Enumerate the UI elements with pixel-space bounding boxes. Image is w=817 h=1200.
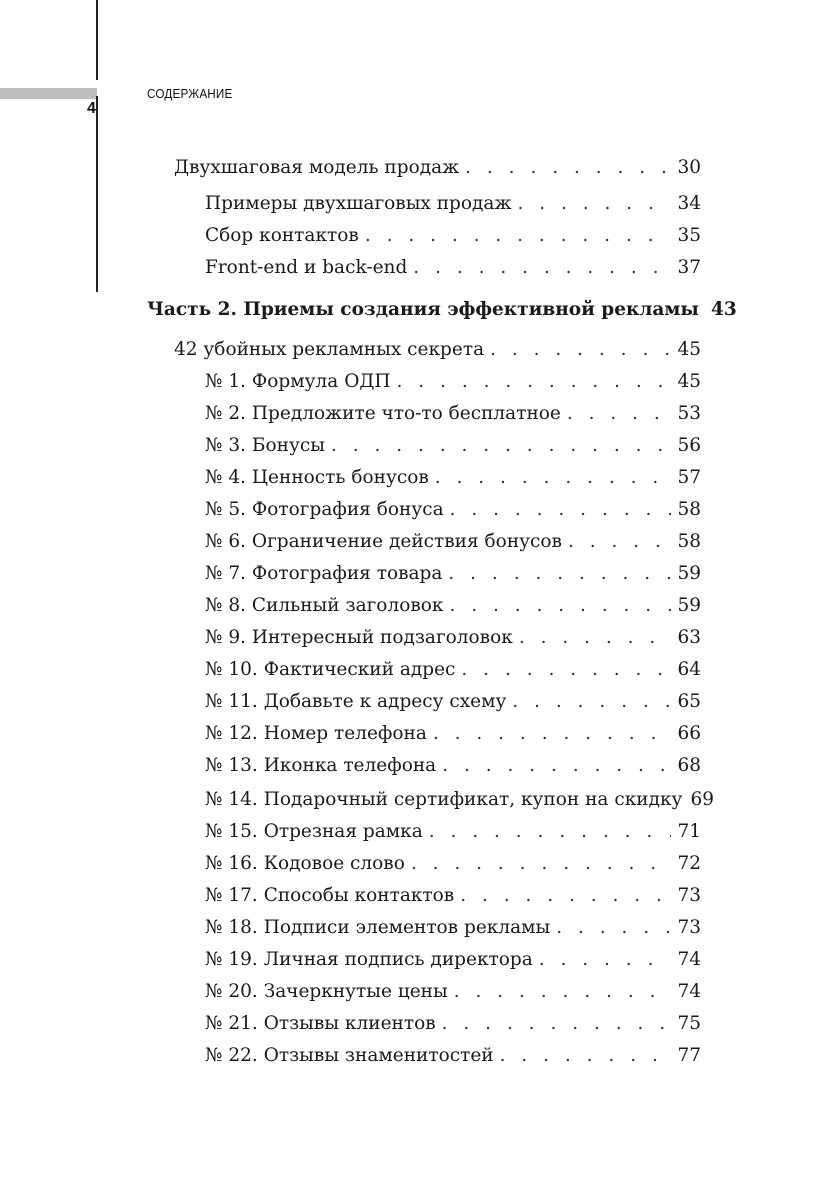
- toc-entry-title: № 22. Отзывы знаменитостей: [205, 1045, 494, 1066]
- toc-entry-page: 72: [677, 853, 701, 874]
- toc-entry-title: Часть 2. Приемы создания эффективной рекламы: [147, 299, 699, 320]
- toc-entry-title: № 14. Подарочный сертификат, купон на скидку: [205, 789, 683, 810]
- toc-entry: [205, 949, 701, 971]
- toc-entry: [205, 563, 701, 585]
- dot-leader: [433, 723, 672, 745]
- dot-leader: [331, 435, 672, 457]
- toc-entry: [205, 225, 701, 247]
- toc-entry-page: 57: [677, 467, 701, 488]
- toc-entry: [174, 339, 701, 361]
- toc-entry-page: 34: [677, 193, 701, 214]
- dot-leader: [460, 885, 671, 907]
- dot-leader: [429, 821, 672, 843]
- toc-entry-title: № 6. Ограничение действия бонусов: [205, 531, 562, 552]
- toc-entry: [205, 853, 701, 875]
- toc-entry: [205, 821, 701, 843]
- toc-entry: [205, 755, 701, 777]
- toc-entry-title: № 21. Отзывы клиентов: [205, 1013, 436, 1034]
- toc-entry-page: 45: [677, 339, 701, 360]
- toc-entry-title: № 5. Фотография бонуса: [205, 499, 444, 520]
- toc-entry-title: № 10. Фактический адрес: [205, 659, 456, 680]
- dot-leader: [461, 659, 671, 681]
- dot-leader: [449, 595, 671, 617]
- dot-leader: [448, 563, 671, 585]
- dot-leader: [490, 339, 671, 361]
- toc-entry-page: 71: [677, 821, 701, 842]
- dot-leader: [450, 499, 672, 521]
- toc-entry-page: 43: [710, 299, 737, 320]
- toc-entry-title: Примеры двухшаговых продаж: [205, 193, 512, 214]
- toc-entry-page: 65: [677, 691, 701, 712]
- toc-entry-title: № 11. Добавьте к адресу схему: [205, 691, 507, 712]
- toc-entry-page: 53: [677, 403, 701, 424]
- toc-entry-title: Двухшаговая модель продаж: [174, 157, 460, 178]
- toc-entry: [205, 499, 701, 521]
- toc-entry-page: 63: [677, 627, 701, 648]
- toc-entry: [205, 595, 701, 617]
- toc-entry: [205, 723, 701, 745]
- toc-entry-page: 69: [690, 789, 714, 810]
- dot-leader: [556, 917, 671, 939]
- toc-entry-page: 35: [677, 225, 701, 246]
- toc-entry-page: 59: [677, 563, 701, 584]
- toc-entry-page: 58: [677, 499, 701, 520]
- dot-leader: [413, 257, 671, 279]
- toc-entry-title: № 1. Формула ОДП: [205, 371, 391, 392]
- margin-rule-top: [96, 0, 98, 80]
- toc-entry-title: № 8. Сильный заголовок: [205, 595, 444, 616]
- toc-entry: [205, 1013, 701, 1035]
- toc-entry: [205, 691, 701, 713]
- dot-leader: [519, 627, 672, 649]
- toc-entry-title: № 12. Номер телефона: [205, 723, 427, 744]
- toc-entry-title: 42 убойных рекламных секрета: [174, 339, 485, 360]
- dot-leader: [435, 467, 672, 489]
- dot-leader: [568, 531, 672, 553]
- dot-leader: [442, 1013, 672, 1035]
- toc-entry: [205, 1045, 701, 1067]
- toc-entry-page: 30: [677, 157, 701, 178]
- toc-entry-title: Сбор контактов: [205, 225, 359, 246]
- dot-leader: [365, 225, 672, 247]
- toc-entry-title: № 7. Фотография товара: [205, 563, 443, 584]
- toc-entry-page: 75: [677, 1013, 701, 1034]
- toc-entry: [205, 981, 701, 1003]
- toc-entry: [205, 435, 701, 457]
- toc-entry-page: 74: [677, 949, 701, 970]
- dot-leader: [567, 403, 672, 425]
- toc-entry: [205, 789, 714, 811]
- toc-entry-title: № 16. Кодовое слово: [205, 853, 405, 874]
- toc-entry: [147, 299, 737, 321]
- toc-entry-page: 77: [677, 1045, 701, 1066]
- toc-entry-title: № 15. Отрезная рамка: [205, 821, 423, 842]
- toc-entry-title: № 19. Личная подпись директора: [205, 949, 533, 970]
- toc-entry-title: № 2. Предложите что-то бесплатное: [205, 403, 561, 424]
- toc-entry: [205, 885, 701, 907]
- toc-entry-title: № 17. Способы контактов: [205, 885, 455, 906]
- toc-entry-page: 56: [677, 435, 701, 456]
- page-number: 4: [87, 100, 96, 117]
- toc-entry-page: 66: [677, 723, 701, 744]
- dot-leader: [454, 981, 672, 1003]
- dot-leader: [512, 691, 671, 713]
- dot-leader: [465, 157, 671, 179]
- dot-leader: [517, 193, 671, 215]
- toc-entry-page: 58: [677, 531, 701, 552]
- dot-leader: [539, 949, 672, 971]
- toc-entry-title: № 9. Интересный подзаголовок: [205, 627, 513, 648]
- toc-entry-page: 37: [677, 257, 701, 278]
- toc-entry: [205, 659, 701, 681]
- dot-leader: [442, 755, 671, 777]
- toc-entry-page: 45: [677, 371, 701, 392]
- toc-entry: [205, 371, 701, 393]
- toc-entry-title: № 13. Иконка телефона: [205, 755, 437, 776]
- running-head: СОДЕРЖАНИЕ: [147, 86, 233, 101]
- toc-entry-title: Front-end и back-end: [205, 257, 408, 278]
- toc-entry: [205, 917, 701, 939]
- toc-entry-page: 64: [677, 659, 701, 680]
- toc-entry: [205, 193, 701, 215]
- toc-entry-title: № 18. Подписи элементов рекламы: [205, 917, 551, 938]
- page-tab-bar: [0, 88, 97, 99]
- toc-entry-page: 68: [677, 755, 701, 776]
- toc-entry: [205, 467, 701, 489]
- toc-entry-title: № 4. Ценность бонусов: [205, 467, 429, 488]
- toc-entry-page: 74: [677, 981, 701, 1002]
- toc-entry-page: 59: [677, 595, 701, 616]
- toc-entry-title: № 20. Зачеркнутые цены: [205, 981, 448, 1002]
- toc-entry-page: 73: [677, 885, 701, 906]
- toc-entry-page: 73: [677, 917, 701, 938]
- dot-leader: [397, 371, 672, 393]
- toc-entry: [205, 531, 701, 553]
- dot-leader: [411, 853, 672, 875]
- toc-entry: [205, 627, 701, 649]
- toc-entry: [205, 403, 701, 425]
- dot-leader: [500, 1045, 672, 1067]
- toc-entry: [174, 157, 701, 179]
- margin-rule: [96, 96, 98, 292]
- toc-entry-title: № 3. Бонусы: [205, 435, 325, 456]
- toc-entry: [205, 257, 701, 279]
